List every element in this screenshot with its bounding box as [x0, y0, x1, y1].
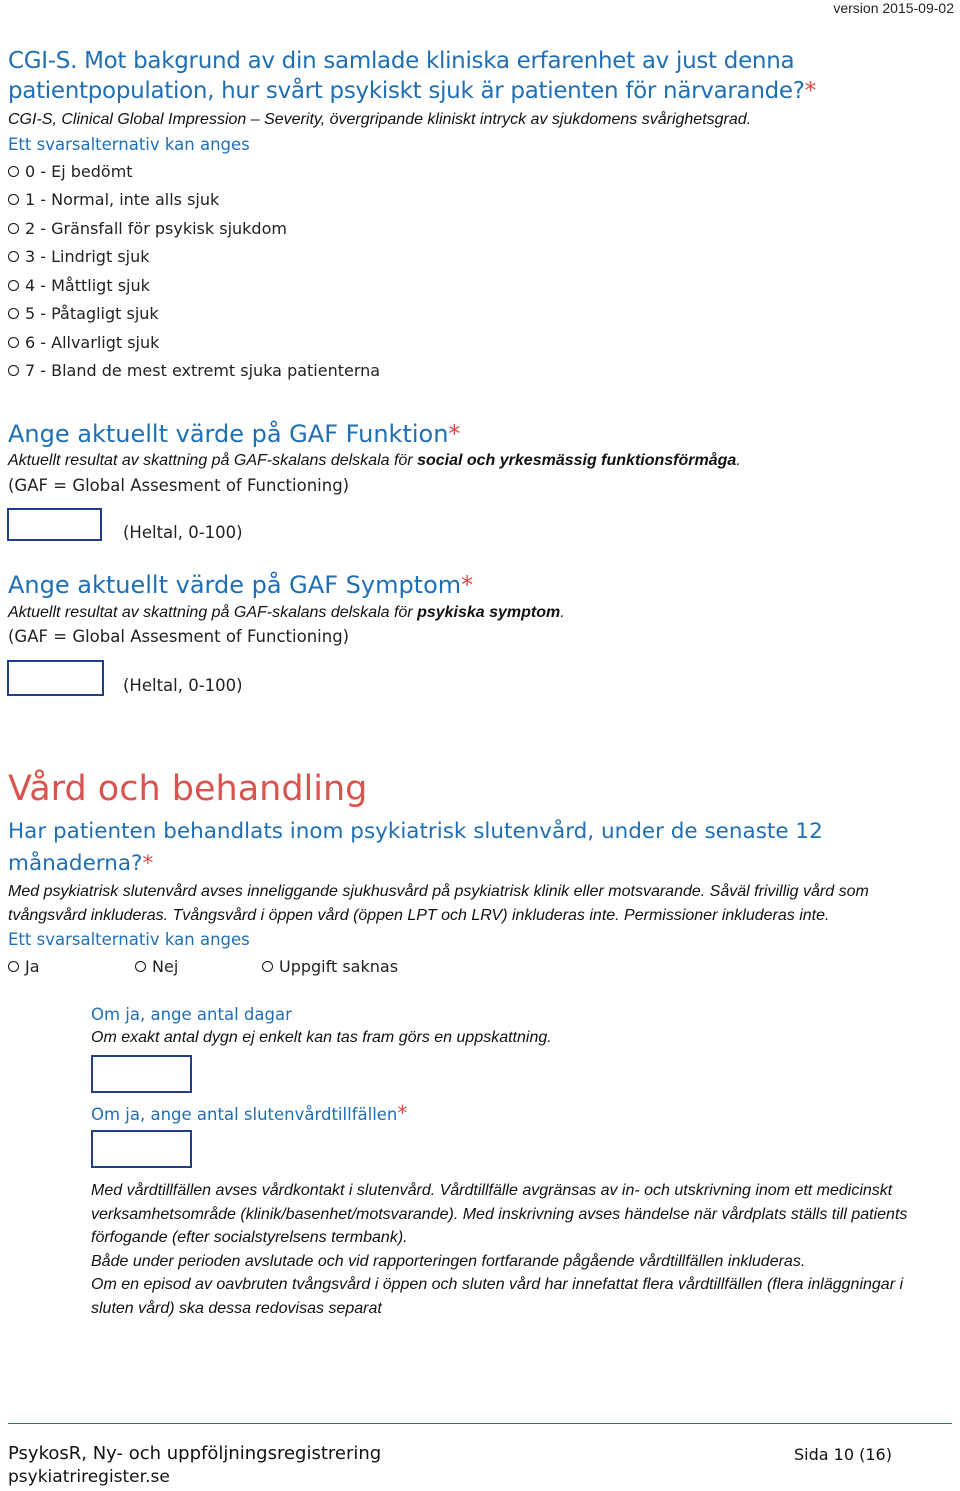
gaf-funktion-note: (GAF = Global Assesment of Functioning): [8, 476, 350, 495]
days-input[interactable]: [91, 1055, 192, 1093]
radio-circle-icon[interactable]: [8, 365, 19, 376]
footer-title: PsykosR, Ny- och uppföljningsregistrering: [8, 1443, 382, 1464]
option-label: Ja: [25, 957, 40, 976]
episodes-label: [91, 1101, 407, 1125]
radio-circle-icon[interactable]: [8, 251, 19, 262]
option-label: 0 - Ej bedömt: [25, 162, 133, 181]
episodes-note-2: Både under perioden avslutade och vid rapporteringen fortfarande pågående vårdtillfällen inkluderas.: [91, 1252, 806, 1270]
gaf-funktion-description: [8, 452, 741, 470]
option-label: 3 - Lindrigt sjuk: [25, 247, 150, 266]
gaf-symptom-unit: (Heltal, 0-100): [123, 676, 243, 695]
option-label: Nej: [152, 957, 179, 976]
cgi-option-2[interactable]: [8, 219, 287, 238]
cgi-option-5[interactable]: [8, 304, 159, 323]
required-star: *: [804, 78, 816, 104]
slutenvard-question: [8, 816, 908, 880]
gaf-symptom-note: (GAF = Global Assesment of Functioning): [8, 627, 350, 646]
gaf-symptom-title: [8, 571, 473, 599]
option-label: 4 - Måttligt sjuk: [25, 276, 150, 295]
episodes-note-1: Med vårdtillfällen avses vårdkontakt i slutenvård. Vårdtillfälle avgränsas av in- och utskrivning inom ett medicinskt verksamhetsområde (klinik/basenhet/motsvarande). Med inskrivning avses händelse när vårdplats ställs till patients förfogande (efter socialstyrelsens termbank).: [91, 1182, 908, 1247]
gaf-funktion-input[interactable]: [7, 508, 102, 541]
cgi-option-6[interactable]: [8, 333, 159, 352]
cgi-question-title: [8, 46, 908, 106]
option-label: Uppgift saknas: [279, 957, 399, 976]
footer-site: psykiatriregister.se: [8, 1467, 170, 1487]
days-label: Om ja, ange antal dagar: [91, 1005, 292, 1024]
slutenvard-option-uppgift-saknas[interactable]: [262, 957, 398, 976]
option-label: 5 - Påtagligt sjuk: [25, 304, 159, 323]
section-title: Vård och behandling: [8, 769, 368, 809]
version-label: version 2015-09-02: [833, 0, 954, 16]
option-label: 2 - Gränsfall för psykisk sjukdom: [25, 219, 287, 238]
required-star: *: [448, 420, 461, 448]
gaf-funktion-title: [8, 420, 460, 448]
question-text: Har patienten behandlats inom psykiatrisk slutenvård, under de senaste 12 månaderna?: [8, 819, 823, 876]
required-star: *: [461, 571, 474, 599]
radio-circle-icon[interactable]: [8, 166, 19, 177]
episodes-label-text: Om ja, ange antal slutenvårdtillfällen: [91, 1105, 398, 1124]
desc-period: .: [560, 604, 565, 621]
option-label: 7 - Bland de mest extremt sjuka patienterna: [25, 361, 381, 380]
slutenvard-answer-hint: Ett svarsalternativ kan anges: [8, 930, 250, 949]
cgi-option-7[interactable]: [8, 361, 380, 380]
episodes-notes: [91, 1179, 911, 1321]
cgi-answer-hint: Ett svarsalternativ kan anges: [8, 135, 250, 154]
slutenvard-option-ja[interactable]: [8, 957, 40, 976]
cgi-description: CGI-S, Clinical Global Impression – Severity, övergripande kliniskt intryck av sjukdomens svårighetsgrad.: [8, 111, 752, 128]
gaf-symptom-description: [8, 604, 565, 622]
radio-circle-icon[interactable]: [135, 961, 146, 972]
desc-emphasis: social och yrkesmässig funktionsförmåga: [417, 452, 737, 469]
cgi-option-1[interactable]: [8, 190, 219, 209]
radio-circle-icon[interactable]: [8, 961, 19, 972]
option-label: 1 - Normal, inte alls sjuk: [25, 190, 220, 209]
footer-page-number: Sida 10 (16): [794, 1445, 892, 1464]
episodes-note-3: Om en episod av oavbruten tvångsvård i öppen och sluten vård har innefattat flera vårdtillfällen (flera inläggningar i sluten vård) ska dessa redovisas separat: [91, 1276, 904, 1317]
gaf-funktion-title-text: Ange aktuellt värde på GAF Funktion: [8, 420, 449, 448]
desc-period: .: [736, 452, 741, 469]
radio-circle-icon[interactable]: [8, 194, 19, 205]
radio-circle-icon[interactable]: [8, 308, 19, 319]
cgi-question-text: CGI-S. Mot bakgrund av din samlade kliniska erfarenhet av just denna patientpopulation, hur svårt psykiskt sjuk är patienten för närvarande?: [8, 48, 805, 104]
gaf-funktion-unit: (Heltal, 0-100): [123, 523, 243, 542]
slutenvard-option-nej[interactable]: [135, 957, 178, 976]
footer-divider: [8, 1423, 952, 1424]
gaf-symptom-input[interactable]: [7, 660, 104, 696]
days-description: Om exakt antal dygn ej enkelt kan tas fram görs en uppskattning.: [91, 1029, 552, 1046]
cgi-option-4[interactable]: [8, 276, 150, 295]
required-star: *: [397, 1101, 408, 1125]
cgi-option-3[interactable]: [8, 247, 150, 266]
episodes-input[interactable]: [91, 1130, 192, 1168]
radio-circle-icon[interactable]: [262, 961, 273, 972]
option-label: 6 - Allvarligt sjuk: [25, 333, 160, 352]
radio-circle-icon[interactable]: [8, 223, 19, 234]
slutenvard-description: Med psykiatrisk slutenvård avses inneliggande sjukhusvård på psykiatrisk klinik eller motsvarande. Såväl frivillig vård som tvångsvård inkluderas. Tvångsvård i öppen vård (öppen LPT och LRV) inkluderas inte. Permissioner inkluderas inte.: [8, 883, 869, 924]
radio-circle-icon[interactable]: [8, 280, 19, 291]
radio-circle-icon[interactable]: [8, 337, 19, 348]
desc-text: Aktuellt resultat av skattning på GAF-skalans delskala för: [8, 452, 418, 469]
cgi-option-0[interactable]: [8, 162, 133, 181]
desc-emphasis: psykiska symptom: [417, 604, 561, 621]
desc-text: Aktuellt resultat av skattning på GAF-skalans delskala för: [8, 604, 418, 621]
required-star: *: [142, 851, 154, 876]
gaf-symptom-title-text: Ange aktuellt värde på GAF Symptom: [8, 571, 462, 599]
